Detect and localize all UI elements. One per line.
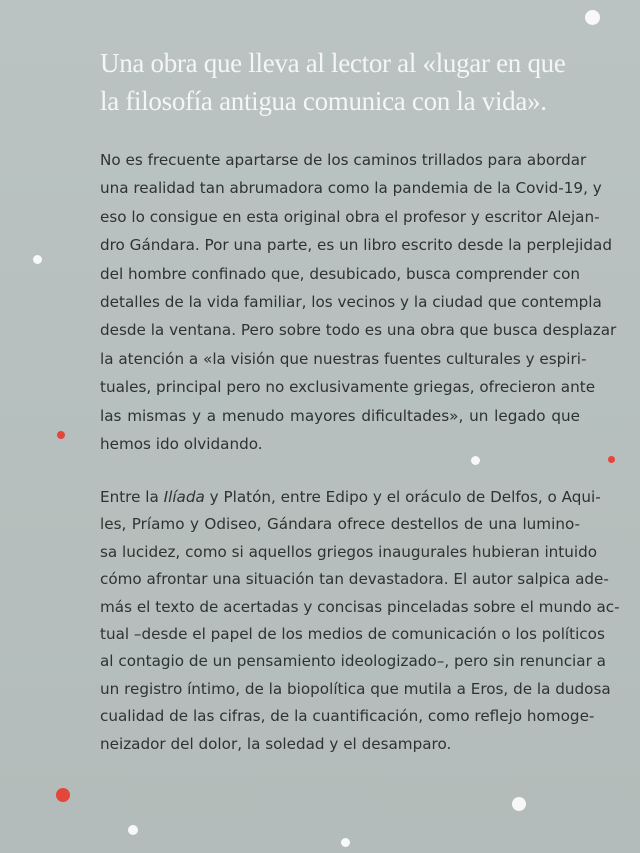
synopsis-paragraph-2	[100, 484, 620, 758]
text-line: tuales, principal pero no exclusivamente griegas, ofrecieron ante	[100, 378, 596, 397]
text-line: las mismas y a menudo mayores dificultades», un legado que	[100, 406, 580, 425]
text-line: hemos ido olvidando.	[100, 435, 263, 454]
text-line: tual –desde el papel de los medios de comunicación o los políticos	[100, 625, 605, 644]
headline-line: Una obra que lleva al lector al «lugar en que	[100, 48, 566, 78]
text-line: detalles de la vida familiar, los vecinos y la ciudad que contempla	[100, 293, 602, 312]
decorative-dot-white	[512, 797, 526, 811]
text-line	[100, 484, 601, 511]
decorative-dot-red	[56, 788, 70, 802]
synopsis-paragraph-1	[100, 146, 617, 458]
text-line: más el texto de acertadas y concisas pinceladas sobre el mundo ac-	[100, 597, 620, 616]
decorative-dot-red	[57, 431, 65, 439]
headline-line: la filosofía antigua comunica con la vida».	[100, 86, 547, 116]
headline-quote	[100, 44, 600, 120]
text-line: dro Gándara. Por una parte, es un libro escrito desde la perplejidad	[100, 236, 612, 255]
text-line: la atención a «la visión que nuestras fuentes culturales y espiri-	[100, 349, 587, 368]
decorative-dot-white	[341, 838, 350, 847]
decorative-dot-red	[608, 456, 615, 463]
decorative-dot-white	[585, 10, 600, 25]
decorative-dot-white	[471, 456, 480, 465]
decorative-dot-white	[128, 825, 138, 835]
book-title-iliad: Ilíada	[163, 488, 205, 506]
text-line: al contagio de un pensamiento ideologizado–, pero sin renunciar a	[100, 652, 606, 671]
text-line: les, Príamo y Odiseo, Gándara ofrece destellos de una lumino-	[100, 515, 580, 534]
text-line: eso lo consigue en esta original obra el profesor y escritor Alejan-	[100, 207, 600, 226]
text-run: y Platón, entre Edipo y el oráculo de Delfos, o Aqui-	[204, 488, 601, 506]
text-run: Entre la	[100, 488, 164, 506]
text-line: neizador del dolor, la soledad y el desamparo.	[100, 734, 452, 753]
text-line: cualidad de las cifras, de la cuantificación, como reflejo homoge-	[100, 707, 595, 726]
decorative-dot-white	[33, 255, 42, 264]
text-line: un registro íntimo, de la biopolítica que mutila a Eros, de la dudosa	[100, 679, 611, 698]
text-line: desde la ventana. Pero sobre todo es una obra que busca desplazar	[100, 321, 617, 340]
text-line: del hombre confinado que, desubicado, busca comprender con	[100, 264, 580, 283]
text-line: una realidad tan abrumadora como la pandemia de la Covid-19, y	[100, 179, 602, 198]
text-line: No es frecuente apartarse de los caminos trillados para abordar	[100, 151, 587, 169]
text-line: cómo afrontar una situación tan devastadora. El autor salpica ade-	[100, 570, 609, 589]
text-line: sa lucidez, como si aquellos griegos inaugurales hubieran intuido	[100, 542, 598, 561]
